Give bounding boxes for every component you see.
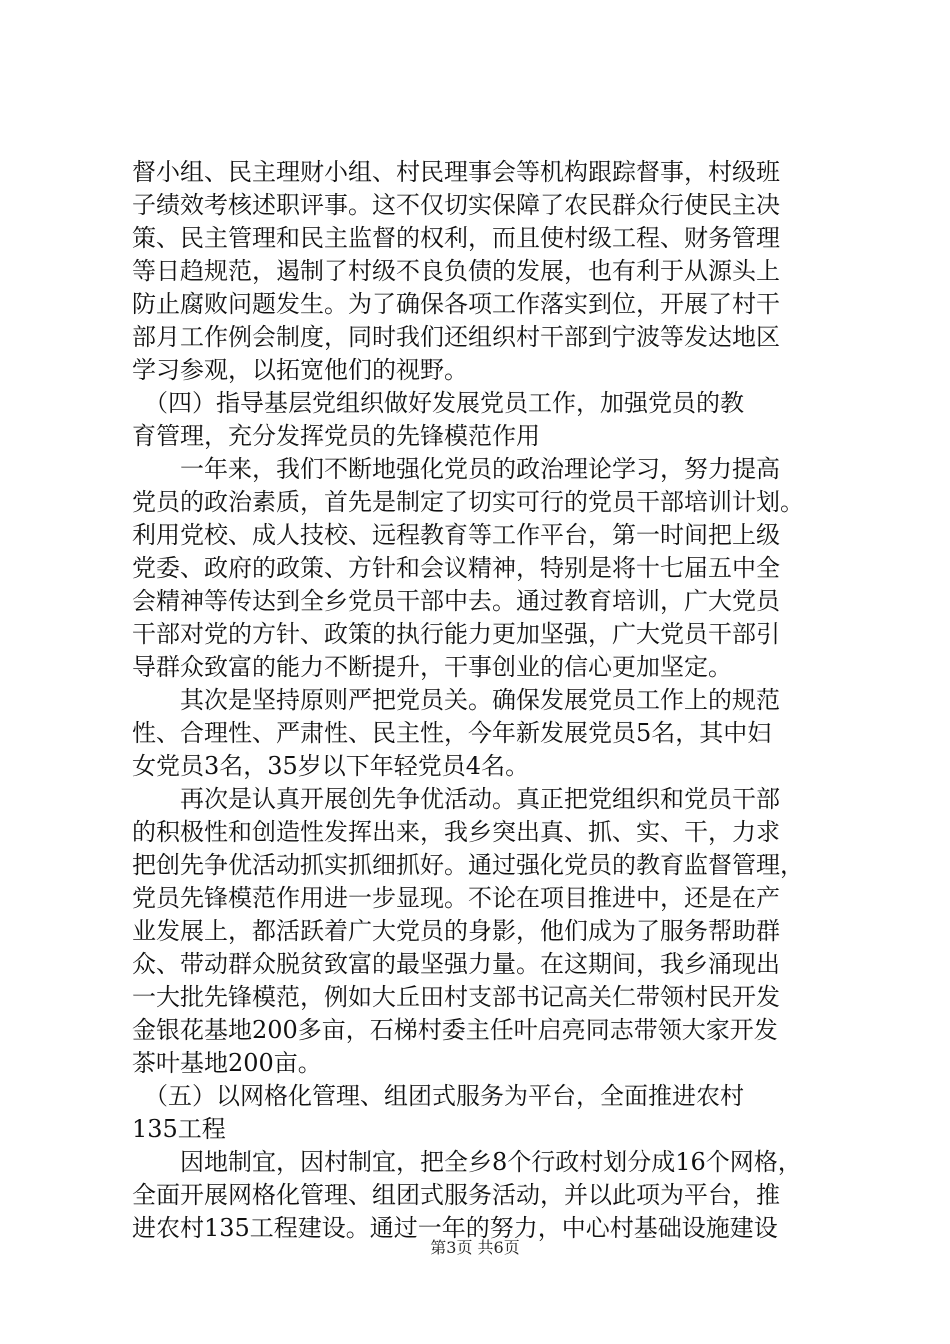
text-line: 性、合理性、严肃性、民主性，今年新发展党员5名，其中妇 (132, 719, 772, 747)
text-line: 子绩效考核述职评事。这不仅切实保障了农民群众行使民主决 (132, 191, 780, 219)
text-line: 部月工作例会制度，同时我们还组织村干部到宁波等发达地区 (132, 323, 780, 351)
text-line: 茶叶基地200亩。 (132, 1049, 322, 1077)
text-line: 全面开展网格化管理、组团式服务活动，并以此项为平台，推 (132, 1181, 780, 1209)
text-line: 的积极性和创造性发挥出来，我乡突出真、抓、实、干，力求 (132, 818, 780, 846)
text-line: 把创先争优活动抓实抓细抓好。通过强化党员的教育监督管理， (132, 851, 804, 879)
text-line: 防止腐败问题发生。为了确保各项工作落实到位，开展了村干 (132, 290, 780, 318)
page-footer: 第3页 共6页 (430, 1238, 520, 1257)
text-line: 党员先锋模范作用进一步显现。不论在项目推进中，还是在产 (132, 884, 780, 912)
text-line: 利用党校、成人技校、远程教育等工作平台，第一时间把上级 (132, 521, 780, 549)
text-line: 其次是坚持原则严把党员关。确保发展党员工作上的规范 (132, 686, 780, 714)
text-line: （五）以网格化管理、组团式服务为平台，全面推进农村 (132, 1082, 744, 1110)
text-line: 导群众致富的能力不断提升，干事创业的信心更加坚定。 (132, 653, 732, 681)
text-line: 业发展上，都活跃着广大党员的身影，他们成为了服务帮助群 (132, 917, 780, 945)
text-line: 策、民主管理和民主监督的权利，而且使村级工程、财务管理 (132, 224, 780, 252)
text-line: 党员的政治素质，首先是制定了切实可行的党员干部培训计划。 (132, 488, 804, 516)
text-line: 进农村135工程建设。通过一年的努力，中心村基础设施建设 (132, 1214, 778, 1242)
text-line: 一年来，我们不断地强化党员的政治理论学习，努力提高 (132, 455, 780, 483)
text-line: 育管理，充分发挥党员的先锋模范作用 (132, 422, 540, 450)
text-line: 党委、政府的政策、方针和会议精神，特别是将十七届五中全 (132, 554, 780, 582)
text-line: 再次是认真开展创先争优活动。真正把党组织和党员干部 (132, 785, 780, 813)
text-line: 干部对党的方针、政策的执行能力更加坚强，广大党员干部引 (132, 620, 780, 648)
text-line: 督小组、民主理财小组、村民理事会等机构跟踪督事，村级班 (132, 158, 780, 186)
text-line: 135工程 (132, 1115, 226, 1143)
text-line: 因地制宜，因村制宜，把全乡8个行政村划分成16个网格， (132, 1148, 802, 1176)
text-line: 会精神等传达到全乡党员干部中去。通过教育培训，广大党员 (132, 587, 780, 615)
text-line: 一大批先锋模范，例如大丘田村支部书记高关仁带领村民开发 (132, 983, 780, 1011)
text-line: 等日趋规范，遏制了村级不良负债的发展，也有利于从源头上 (132, 257, 780, 285)
text-line: 学习参观，以拓宽他们的视野。 (132, 356, 468, 384)
text-line: 众、带动群众脱贫致富的最坚强力量。在这期间，我乡涌现出 (132, 950, 780, 978)
text-line: 女党员3名，35岁以下年轻党员4名。 (132, 752, 530, 780)
text-line: 金银花基地200多亩，石梯村委主任叶启亮同志带领大家开发 (132, 1016, 778, 1044)
text-line: （四）指导基层党组织做好发展党员工作，加强党员的教 (132, 389, 744, 417)
document-body (132, 156, 832, 1245)
